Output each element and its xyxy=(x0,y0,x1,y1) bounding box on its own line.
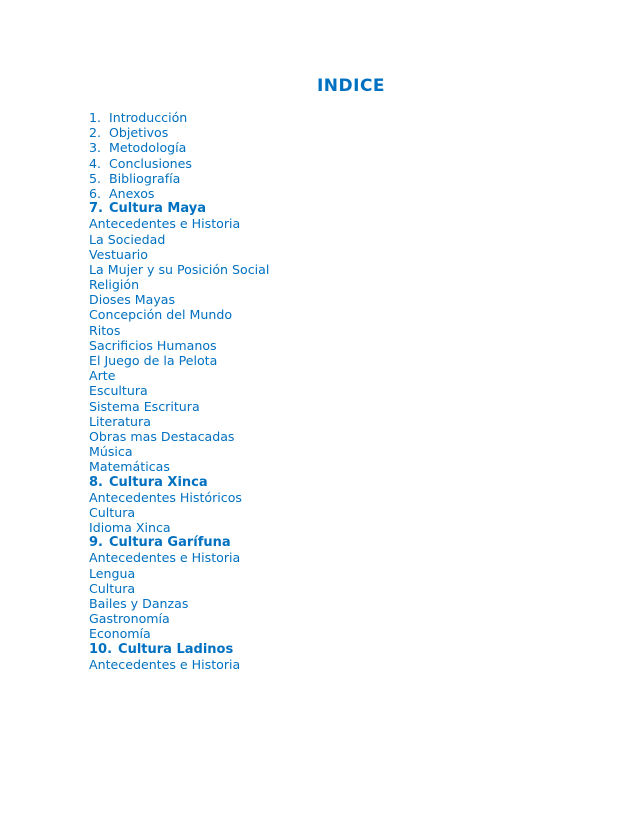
toc-entry xyxy=(89,566,269,581)
toc-entry-label: Antecedentes e Historia xyxy=(89,656,241,672)
toc-entry-label: Música xyxy=(89,444,133,460)
toc-entry-number: 3. xyxy=(89,140,102,156)
toc-entry-label: Obras mas Destacadas xyxy=(89,428,235,444)
toc-entry xyxy=(89,353,269,368)
toc-entry-label: Bibliografía xyxy=(109,170,181,186)
toc-entry-number: 6. xyxy=(89,185,102,201)
toc-entry-label: Matemáticas xyxy=(89,459,170,475)
toc-entry xyxy=(89,459,269,474)
toc-entry xyxy=(89,626,269,641)
toc-entry-label: Cultura xyxy=(89,504,136,520)
toc-entry-label: Cultura Garífuna xyxy=(108,535,231,551)
toc-entry-number: 7. xyxy=(89,201,103,217)
toc-entry-label: Antecedentes Históricos xyxy=(89,489,242,505)
toc-entry xyxy=(89,125,269,140)
toc-entry-label: Cultura Ladinos xyxy=(118,641,234,657)
toc-entry xyxy=(89,323,269,338)
toc-entry xyxy=(89,156,269,171)
toc-entry xyxy=(89,429,269,444)
toc-entry xyxy=(89,414,269,429)
toc-entry-label: Lengua xyxy=(89,565,136,581)
toc-entry-label: Concepción del Mundo xyxy=(89,307,233,323)
toc-entry xyxy=(89,505,269,520)
toc-entry-number: 5. xyxy=(89,170,102,186)
toc-entry xyxy=(89,520,269,535)
toc-entry xyxy=(89,338,269,353)
toc-entry-number: 1. xyxy=(89,110,102,125)
toc-entry-label: Objetivos xyxy=(109,125,169,141)
toc-section-heading xyxy=(89,535,269,550)
toc-entry-label: El Juego de la Pelota xyxy=(89,353,218,368)
table-of-contents xyxy=(89,110,269,672)
toc-entry-number: 4. xyxy=(89,155,102,171)
toc-entry-number: 10. xyxy=(89,641,113,657)
toc-entry-number: 8. xyxy=(89,474,103,490)
toc-entry-label: Cultura xyxy=(89,580,136,596)
toc-entry-label: La Mujer y su Posición Social xyxy=(89,261,270,277)
toc-entry-label: Antecedentes e Historia xyxy=(89,550,241,566)
toc-entry xyxy=(89,581,269,596)
toc-entry-label: Escultura xyxy=(89,383,148,399)
toc-entry xyxy=(89,611,269,626)
toc-entry xyxy=(89,383,269,398)
toc-entry xyxy=(89,262,269,277)
toc-entry xyxy=(89,444,269,459)
toc-entry-label: Economía xyxy=(89,626,151,642)
toc-entry xyxy=(89,490,269,505)
toc-entry xyxy=(89,186,269,201)
page-title-text: INDICE xyxy=(316,76,386,96)
toc-entry xyxy=(89,550,269,565)
toc-entry xyxy=(89,292,269,307)
toc-section-heading xyxy=(89,642,269,657)
toc-entry-label: Cultura Maya xyxy=(108,201,206,217)
toc-entry-label: Conclusiones xyxy=(109,155,192,171)
toc-entry-label: Sistema Escritura xyxy=(89,398,200,414)
toc-entry xyxy=(89,368,269,383)
toc-entry xyxy=(89,596,269,611)
toc-entry xyxy=(89,247,269,262)
toc-entry-number: 9. xyxy=(89,535,103,551)
toc-section-heading xyxy=(89,475,269,490)
toc-entry-label: Dioses Mayas xyxy=(89,292,176,308)
toc-entry-label: Antecedentes e Historia xyxy=(89,216,241,232)
toc-entry-label: Anexos xyxy=(109,185,155,201)
toc-entry xyxy=(89,110,269,125)
page-title xyxy=(0,76,638,96)
toc-entry-label: Gastronomía xyxy=(89,611,170,627)
toc-entry-label: Introducción xyxy=(109,110,188,125)
toc-entry-label: Vestuario xyxy=(89,246,148,262)
toc-entry-label: La Sociedad xyxy=(89,231,166,247)
toc-entry-label: Religión xyxy=(89,277,140,293)
toc-entry xyxy=(89,171,269,186)
toc-entry xyxy=(89,232,269,247)
toc-entry-label: Idioma Xinca xyxy=(89,520,171,536)
toc-entry xyxy=(89,657,269,672)
toc-entry xyxy=(89,216,269,231)
toc-entry-label: Metodología xyxy=(109,140,187,156)
toc-entry-label: Arte xyxy=(89,368,116,384)
toc-entry xyxy=(89,140,269,155)
toc-entry-label: Bailes y Danzas xyxy=(89,596,189,611)
toc-entry-label: Ritos xyxy=(89,322,121,338)
toc-entry-label: Literatura xyxy=(89,413,151,429)
toc-section-heading xyxy=(89,201,269,216)
toc-entry-label: Sacrificios Humanos xyxy=(89,337,217,353)
toc-entry-number: 2. xyxy=(89,125,102,141)
toc-entry xyxy=(89,399,269,414)
toc-entry xyxy=(89,277,269,292)
toc-entry-label: Cultura Xinca xyxy=(108,474,208,490)
toc-entry xyxy=(89,307,269,322)
